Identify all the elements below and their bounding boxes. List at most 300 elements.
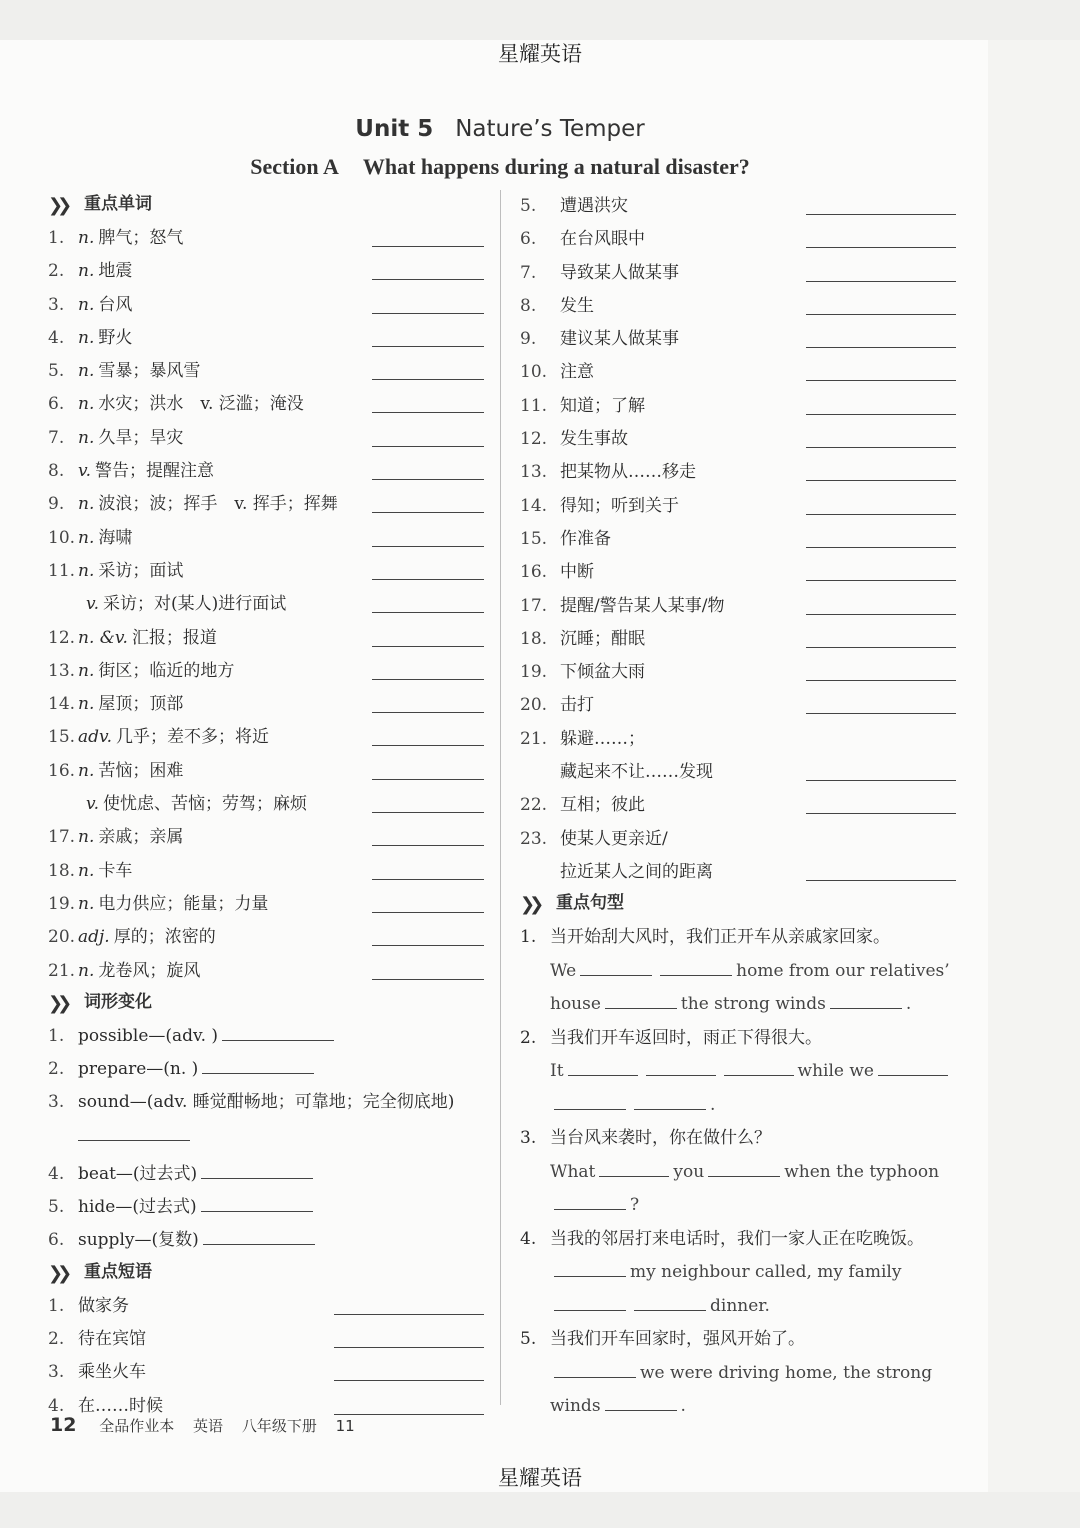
answer-blank[interactable] bbox=[806, 281, 956, 282]
part-of-speech: n. bbox=[78, 294, 95, 315]
word-item bbox=[48, 855, 484, 888]
item-number: 5. bbox=[48, 1197, 65, 1218]
chinese-sentence: 当我们开车回家时，强风开始了。 bbox=[550, 1329, 805, 1350]
phrase-chinese: 知道；了解 bbox=[560, 395, 645, 416]
phrase-chinese: 提醒/警告某人某事/物 bbox=[560, 595, 725, 616]
heading-label: 重点短语 bbox=[84, 1261, 152, 1282]
word-form-prompt: possible—(adv. ) bbox=[78, 1025, 219, 1046]
answer-blank[interactable] bbox=[646, 1055, 716, 1076]
word-item bbox=[48, 721, 484, 754]
sentence-english-line bbox=[520, 988, 956, 1022]
word-item bbox=[48, 688, 484, 721]
double-chevron-icon: ❯❯ bbox=[520, 894, 539, 916]
answer-blank[interactable] bbox=[806, 247, 956, 248]
word-item bbox=[48, 289, 484, 322]
item-number: 21. bbox=[520, 728, 548, 749]
part-of-speech: n. bbox=[78, 660, 95, 681]
phrase-chinese: 注意 bbox=[560, 362, 594, 383]
answer-blank[interactable] bbox=[372, 479, 484, 480]
sentence-text: We bbox=[550, 960, 577, 981]
phrase-chinese: 中断 bbox=[560, 562, 594, 583]
answer-blank[interactable] bbox=[634, 1089, 706, 1110]
heading-key-words bbox=[48, 190, 484, 222]
phrase-item bbox=[48, 1290, 484, 1323]
answer-blank[interactable] bbox=[78, 1122, 190, 1141]
answer-blank[interactable] bbox=[806, 880, 956, 881]
chinese-meaning: 亲戚；亲属 bbox=[98, 827, 184, 848]
sentence-text: . bbox=[680, 1396, 686, 1417]
footer-code: 11 bbox=[335, 1417, 355, 1435]
phrase-item bbox=[520, 823, 956, 856]
item-number: 19. bbox=[520, 662, 548, 683]
item-number: 4. bbox=[48, 1395, 65, 1416]
left-column bbox=[48, 190, 484, 1423]
answer-blank[interactable] bbox=[599, 1156, 669, 1177]
chinese-sentence: 当开始刮大风时，我们正开车从亲戚家回家。 bbox=[550, 927, 890, 948]
phrase-item-continued bbox=[520, 856, 956, 889]
item-number: 3. bbox=[48, 1092, 65, 1113]
item-number: 20. bbox=[48, 927, 76, 948]
answer-blank[interactable] bbox=[372, 679, 484, 680]
word-form-item-continued bbox=[48, 1120, 484, 1158]
phrase-chinese: 发生事故 bbox=[560, 429, 628, 450]
answer-blank[interactable] bbox=[806, 380, 956, 381]
chinese-meaning: 地震 bbox=[98, 261, 133, 282]
sentence-english-line bbox=[520, 955, 956, 989]
sentence-english-line bbox=[520, 1089, 956, 1123]
answer-blank[interactable] bbox=[660, 955, 732, 976]
phrase-item bbox=[48, 1356, 484, 1389]
item-number: 9. bbox=[48, 494, 65, 515]
right-column bbox=[520, 190, 956, 1424]
phrase-item bbox=[520, 223, 956, 256]
sentence-item bbox=[520, 1323, 956, 1424]
watermark-top: 星耀英语 bbox=[498, 42, 582, 66]
answer-blank[interactable] bbox=[201, 1160, 313, 1179]
item-number: 2. bbox=[48, 1328, 65, 1349]
answer-blank[interactable] bbox=[605, 1390, 677, 1411]
answer-blank[interactable] bbox=[202, 1055, 314, 1074]
phrase-chinese: 遭遇洪灾 bbox=[560, 196, 628, 216]
item-number: 13. bbox=[520, 462, 548, 483]
phrase-chinese: 在台风眼中 bbox=[560, 229, 645, 250]
word-form-item bbox=[48, 1224, 484, 1257]
section-title bbox=[0, 154, 1000, 180]
answer-blank[interactable] bbox=[334, 1314, 484, 1315]
item-number: 13. bbox=[48, 660, 76, 681]
chinese-sentence: 当我的邻居打来电话时，我们一家人正在吃晚饭。 bbox=[550, 1228, 924, 1249]
phrase-item bbox=[520, 689, 956, 722]
phrase-chinese: 待在宾馆 bbox=[78, 1328, 146, 1349]
item-number: 15. bbox=[48, 727, 76, 748]
sentence-text: . bbox=[905, 994, 912, 1015]
sentence-english-line bbox=[520, 1156, 956, 1190]
sentence-chinese bbox=[520, 1122, 956, 1156]
sentence-text: we were driving home, the strong bbox=[640, 1362, 933, 1383]
phrase-chinese: 沉睡；酣眠 bbox=[560, 628, 645, 649]
item-number: 2. bbox=[48, 1059, 65, 1080]
grade-name: 八年级下册 bbox=[241, 1417, 317, 1435]
part-of-speech: n. &v. bbox=[78, 627, 128, 648]
subject-name: 英语 bbox=[193, 1417, 224, 1435]
word-item bbox=[48, 422, 484, 455]
word-form-prompt: supply—(复数) bbox=[78, 1230, 199, 1251]
sentence-chinese bbox=[520, 921, 956, 955]
word-form-prompt: sound—(adv. 睡觉酣畅地；可靠地；完全彻底地) bbox=[78, 1092, 455, 1113]
part-of-speech: n. bbox=[78, 694, 95, 715]
answer-blank[interactable] bbox=[372, 745, 484, 746]
watermark-bottom: 星耀英语 bbox=[498, 1466, 582, 1490]
answer-blank[interactable] bbox=[806, 713, 956, 714]
phrase-chinese: 下倾盆大雨 bbox=[560, 662, 645, 683]
part-of-speech: n. bbox=[78, 494, 95, 515]
column-divider bbox=[500, 190, 501, 1405]
item-number: 7. bbox=[48, 427, 65, 448]
answer-blank[interactable] bbox=[554, 1089, 626, 1110]
item-number: 1. bbox=[48, 228, 65, 248]
item-number: 5. bbox=[520, 196, 537, 216]
answer-blank[interactable] bbox=[554, 1357, 636, 1378]
word-form-item bbox=[48, 1086, 484, 1119]
answer-blank[interactable] bbox=[372, 612, 484, 613]
sentence-english-line bbox=[520, 1189, 956, 1223]
phrase-item bbox=[520, 490, 956, 523]
sentence-chinese bbox=[520, 1323, 956, 1357]
part-of-speech: n. bbox=[78, 228, 95, 248]
item-number: 20. bbox=[520, 695, 548, 716]
answer-blank[interactable] bbox=[372, 879, 484, 880]
phrase-item bbox=[520, 390, 956, 423]
answer-blank[interactable] bbox=[372, 379, 484, 380]
item-number: 1. bbox=[520, 927, 537, 948]
item-number: 4. bbox=[520, 1228, 537, 1249]
phrase-chinese: 发生 bbox=[560, 295, 594, 316]
item-number: 6. bbox=[48, 394, 65, 415]
answer-blank[interactable] bbox=[806, 447, 956, 448]
item-number: 19. bbox=[48, 893, 76, 914]
word-item bbox=[48, 322, 484, 355]
item-number: 17. bbox=[520, 595, 548, 616]
answer-blank[interactable] bbox=[568, 1055, 638, 1076]
sentence-text: It bbox=[550, 1061, 564, 1082]
unit-number: Unit 5 bbox=[355, 116, 434, 142]
page-footer bbox=[50, 1414, 369, 1436]
item-number: 18. bbox=[520, 628, 548, 649]
answer-blank[interactable] bbox=[806, 214, 956, 215]
item-number: 18. bbox=[48, 860, 76, 881]
phrase-chinese: 做家务 bbox=[78, 1295, 129, 1316]
item-number: 5. bbox=[520, 1329, 537, 1350]
chinese-sentence: 当我们开车返回时，雨正下得很大。 bbox=[550, 1027, 822, 1048]
sentence-text: you bbox=[673, 1161, 705, 1182]
chinese-meaning: 海啸 bbox=[98, 527, 133, 548]
answer-blank[interactable] bbox=[806, 813, 956, 814]
part-of-speech: n. bbox=[78, 327, 95, 348]
scan-top-band bbox=[0, 0, 1080, 40]
item-number: 1. bbox=[48, 1295, 65, 1316]
word-item bbox=[48, 788, 484, 821]
phrase-item bbox=[520, 423, 956, 456]
words-list bbox=[48, 222, 484, 988]
answer-blank[interactable] bbox=[372, 646, 484, 647]
answer-blank[interactable] bbox=[806, 514, 956, 515]
sentence-english-line bbox=[520, 1055, 956, 1089]
word-form-prompt: beat—(过去式) bbox=[78, 1163, 198, 1184]
answer-blank[interactable] bbox=[806, 547, 956, 548]
item-number: 3. bbox=[48, 1362, 65, 1383]
phrase-item bbox=[520, 723, 956, 756]
unit-name: Nature’s Temper bbox=[455, 116, 645, 142]
answer-blank[interactable] bbox=[372, 546, 484, 547]
chinese-meaning: 电力供应；能量；力量 bbox=[98, 893, 269, 914]
chinese-meaning: 街区；临近的地方 bbox=[98, 660, 235, 681]
answer-blank[interactable] bbox=[372, 579, 484, 580]
answer-blank[interactable] bbox=[372, 313, 484, 314]
item-number: 8. bbox=[48, 461, 65, 482]
answer-blank[interactable] bbox=[605, 988, 677, 1009]
double-chevron-icon: ❯❯ bbox=[48, 1262, 67, 1284]
sentence-item bbox=[520, 1223, 956, 1324]
answer-blank[interactable] bbox=[372, 446, 484, 447]
answer-blank[interactable] bbox=[334, 1380, 484, 1381]
chinese-meaning: 采访；面试 bbox=[98, 560, 184, 581]
item-number: 7. bbox=[520, 262, 537, 283]
item-number: 10. bbox=[48, 527, 76, 548]
word-item bbox=[48, 522, 484, 555]
word-item bbox=[48, 921, 484, 954]
phrase-item bbox=[520, 789, 956, 822]
sentence-text: dinner. bbox=[710, 1295, 770, 1316]
answer-blank[interactable] bbox=[372, 779, 484, 780]
item-number: 11. bbox=[48, 560, 76, 581]
item-number: 3. bbox=[520, 1128, 537, 1149]
phrase-item bbox=[520, 356, 956, 389]
sentence-text: the strong winds bbox=[680, 994, 826, 1015]
heading-label: 词形变化 bbox=[84, 991, 152, 1012]
chinese-meaning: 龙卷风；旋风 bbox=[98, 960, 201, 981]
chinese-meaning: 警告；提醒注意 bbox=[95, 461, 214, 482]
answer-blank[interactable] bbox=[806, 347, 956, 348]
heading-key-phrases bbox=[48, 1258, 484, 1290]
part-of-speech: n. bbox=[78, 394, 95, 415]
answer-blank[interactable] bbox=[203, 1226, 315, 1245]
heading-word-forms bbox=[48, 988, 484, 1020]
answer-blank[interactable] bbox=[372, 812, 484, 813]
chinese-sentence: 当台风来袭时，你在做什么？ bbox=[550, 1128, 771, 1149]
word-item bbox=[48, 355, 484, 388]
chinese-meaning: 几乎；差不多；将近 bbox=[116, 727, 270, 748]
section-heading: What happens during a natural disaster? bbox=[362, 154, 750, 179]
item-number: 16. bbox=[520, 562, 548, 583]
sentence-text: What bbox=[550, 1161, 596, 1182]
section-label: Section A bbox=[250, 154, 339, 179]
item-number: 22. bbox=[520, 795, 548, 816]
part-of-speech: n. bbox=[78, 960, 95, 981]
part-of-speech: n. bbox=[78, 527, 95, 548]
phrase-chinese: 得知；听到关于 bbox=[560, 495, 679, 516]
sentence-english-line bbox=[520, 1290, 956, 1324]
item-number: 15. bbox=[520, 528, 548, 549]
item-number: 4. bbox=[48, 1163, 65, 1184]
phrase-item bbox=[520, 656, 956, 689]
answer-blank[interactable] bbox=[806, 780, 956, 781]
sentence-english-line bbox=[520, 1357, 956, 1391]
item-number: 12. bbox=[520, 429, 548, 450]
word-item bbox=[48, 455, 484, 488]
word-form-item bbox=[48, 1191, 484, 1224]
part-of-speech: adj. bbox=[78, 927, 110, 948]
item-number: 6. bbox=[520, 229, 537, 250]
item-number: 4. bbox=[48, 327, 65, 348]
answer-blank[interactable] bbox=[372, 346, 484, 347]
chinese-meaning: 汇报；报道 bbox=[131, 627, 217, 648]
item-number: 11. bbox=[520, 395, 548, 416]
answer-blank[interactable] bbox=[372, 979, 484, 980]
answer-blank[interactable] bbox=[222, 1022, 334, 1041]
answer-blank[interactable] bbox=[334, 1347, 484, 1348]
phrase-chinese: 藏起来不让……发现 bbox=[560, 762, 713, 783]
sentence-english-line bbox=[520, 1256, 956, 1290]
item-number: 1. bbox=[48, 1025, 65, 1046]
word-form-prompt: prepare—(n. ) bbox=[78, 1059, 199, 1080]
phrase-item bbox=[520, 290, 956, 323]
word-item bbox=[48, 255, 484, 288]
chinese-meaning: 野火 bbox=[98, 327, 133, 348]
phrase-item bbox=[520, 323, 956, 356]
answer-blank[interactable] bbox=[708, 1156, 780, 1177]
answer-blank[interactable] bbox=[201, 1193, 313, 1212]
item-number: 5. bbox=[48, 361, 65, 382]
phrase-chinese: 作准备 bbox=[560, 528, 611, 549]
part-of-speech: n. bbox=[78, 261, 95, 282]
book-name: 全品作业本 bbox=[99, 1417, 175, 1435]
answer-blank[interactable] bbox=[806, 314, 956, 315]
answer-blank[interactable] bbox=[806, 580, 956, 581]
chinese-meaning: 雪暴；暴风雪 bbox=[98, 361, 201, 382]
answer-blank[interactable] bbox=[806, 680, 956, 681]
word-item bbox=[48, 888, 484, 921]
item-number: 8. bbox=[520, 295, 537, 316]
sentence-chinese bbox=[520, 1223, 956, 1257]
answer-blank[interactable] bbox=[806, 414, 956, 415]
item-number: 17. bbox=[48, 827, 76, 848]
sentence-text: my neighbour called, my family bbox=[630, 1262, 902, 1283]
phrase-chinese: 使某人更亲近/ bbox=[560, 828, 668, 849]
word-item bbox=[48, 622, 484, 655]
word-item bbox=[48, 388, 484, 421]
double-chevron-icon: ❯❯ bbox=[48, 195, 67, 216]
answer-blank[interactable] bbox=[554, 1189, 626, 1210]
answer-blank[interactable] bbox=[554, 1290, 626, 1311]
phrase-item bbox=[520, 556, 956, 589]
phrase-item bbox=[520, 257, 956, 290]
sentence-english-line bbox=[520, 1390, 956, 1424]
chinese-meaning: 厚的；浓密的 bbox=[113, 927, 216, 948]
phrase-item bbox=[520, 523, 956, 556]
item-number: 3. bbox=[48, 294, 65, 315]
sentence-text: winds bbox=[550, 1396, 601, 1417]
phrase-item bbox=[520, 190, 956, 223]
answer-blank[interactable] bbox=[372, 712, 484, 713]
answer-blank[interactable] bbox=[554, 1256, 626, 1277]
unit-title bbox=[0, 116, 1000, 142]
chinese-meaning: 波浪；波；挥手 v. 挥手；挥舞 bbox=[98, 494, 338, 515]
answer-blank[interactable] bbox=[580, 955, 652, 976]
phrase-item bbox=[520, 590, 956, 623]
sentence-item bbox=[520, 921, 956, 1022]
answer-blank[interactable] bbox=[806, 614, 956, 615]
part-of-speech: adv. bbox=[78, 727, 113, 748]
phrase-item bbox=[520, 623, 956, 656]
page-number: 12 bbox=[50, 1414, 77, 1436]
sentence-item bbox=[520, 1122, 956, 1223]
heading-key-sentences bbox=[520, 889, 956, 921]
sentence-text: when the typhoon bbox=[784, 1161, 940, 1182]
answer-blank[interactable] bbox=[372, 912, 484, 913]
answer-blank[interactable] bbox=[830, 988, 902, 1009]
sentence-text: ? bbox=[630, 1195, 640, 1216]
answer-blank[interactable] bbox=[372, 279, 484, 280]
phrase-chinese: 建议某人做某事 bbox=[560, 329, 679, 350]
chinese-meaning: 台风 bbox=[98, 294, 133, 315]
word-item bbox=[48, 821, 484, 854]
answer-blank[interactable] bbox=[372, 412, 484, 413]
sentence-text: home from our relatives’ bbox=[736, 960, 950, 981]
sentence-text: . bbox=[710, 1094, 716, 1115]
double-chevron-icon: ❯❯ bbox=[48, 992, 67, 1014]
sentence-text: house bbox=[550, 994, 601, 1015]
sentence-item bbox=[520, 1022, 956, 1123]
answer-blank[interactable] bbox=[372, 945, 484, 946]
item-number: 23. bbox=[520, 828, 548, 849]
answer-blank[interactable] bbox=[634, 1290, 706, 1311]
part-of-speech: n. bbox=[78, 893, 95, 914]
answer-blank[interactable] bbox=[806, 480, 956, 481]
word-item bbox=[48, 655, 484, 688]
phrase-chinese: 击打 bbox=[560, 695, 594, 716]
answer-blank[interactable] bbox=[878, 1055, 948, 1076]
item-number: 6. bbox=[48, 1230, 65, 1251]
chinese-meaning: 采访；对(某人)进行面试 bbox=[103, 594, 287, 615]
phrases-list-right bbox=[520, 190, 956, 889]
word-item bbox=[48, 555, 484, 588]
phrase-chinese: 把某物从……移走 bbox=[560, 462, 696, 483]
phrase-item-continued bbox=[520, 756, 956, 789]
word-item bbox=[48, 755, 484, 788]
answer-blank[interactable] bbox=[372, 512, 484, 513]
item-number: 14. bbox=[520, 495, 548, 516]
phrase-chinese: 乘坐火车 bbox=[78, 1362, 146, 1383]
answer-blank[interactable] bbox=[372, 246, 484, 247]
item-number: 14. bbox=[48, 694, 76, 715]
answer-blank[interactable] bbox=[372, 845, 484, 846]
answer-blank[interactable] bbox=[724, 1055, 794, 1076]
phrase-chinese: 躲避……； bbox=[560, 728, 645, 749]
sentences-list bbox=[520, 921, 956, 1424]
item-number: 12. bbox=[48, 627, 76, 648]
answer-blank[interactable] bbox=[806, 647, 956, 648]
heading-label: 重点句型 bbox=[556, 893, 624, 914]
word-form-item bbox=[48, 1158, 484, 1191]
part-of-speech: v. bbox=[86, 594, 99, 615]
word-forms-list bbox=[48, 1020, 484, 1258]
scan-bottom-band bbox=[0, 1492, 1080, 1528]
word-form-prompt: hide—(过去式) bbox=[78, 1197, 197, 1218]
chinese-meaning: 使忧虑、苦恼；劳驾；麻烦 bbox=[103, 794, 307, 815]
sentence-text: while we bbox=[797, 1061, 874, 1082]
item-number: 2. bbox=[520, 1027, 537, 1048]
part-of-speech: n. bbox=[78, 760, 95, 781]
